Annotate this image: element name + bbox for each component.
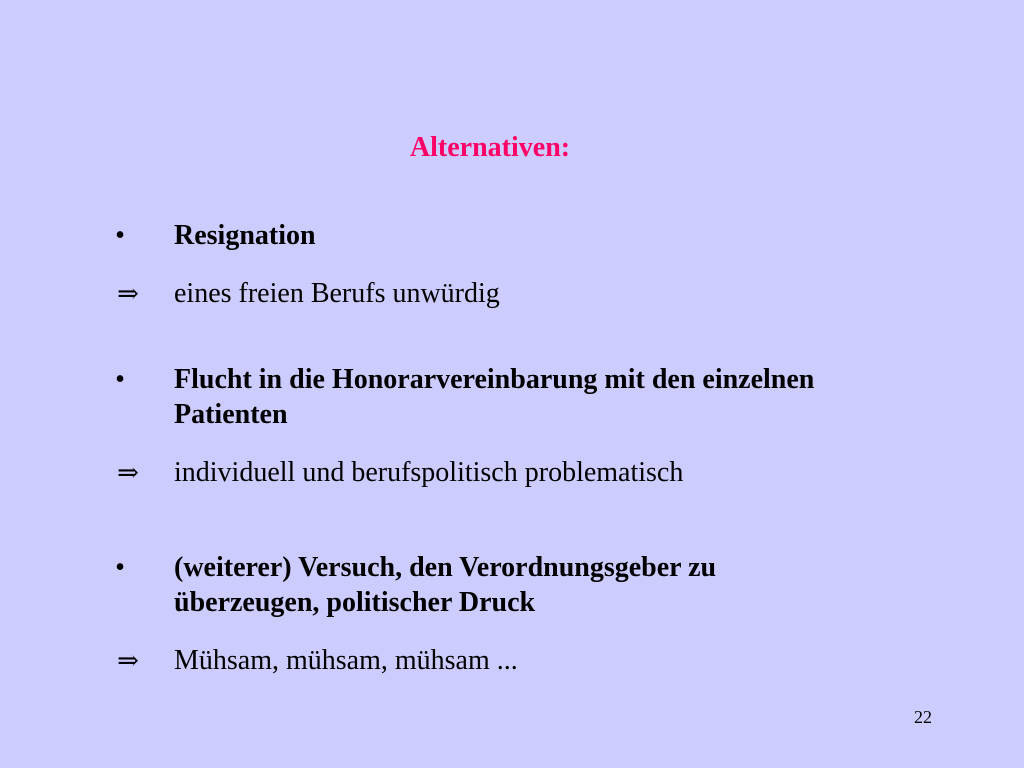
item-heading: Flucht in die Honorarvereinbarung mit den einzelnen Patienten <box>174 364 815 430</box>
implies-arrow-icon: ⇒ <box>117 458 139 487</box>
page-number: 22 <box>914 707 932 727</box>
consequence-row <box>108 276 868 311</box>
slide-title: Alternativen: <box>409 132 571 163</box>
bullet-row <box>108 550 868 620</box>
consequence-row <box>108 643 868 678</box>
list-item-flucht <box>108 362 868 490</box>
bullet-icon: • <box>115 220 125 251</box>
bullet-row <box>108 218 868 253</box>
item-heading: Resignation <box>174 220 316 251</box>
item-heading: (weiterer) Versuch, den Verordnungsgeber zu überzeugen, politischer Druck <box>174 552 717 618</box>
consequence-row <box>108 455 868 490</box>
bullet-row <box>108 362 868 432</box>
item-consequence: individuell und berufspolitisch problematisch <box>174 457 684 488</box>
item-consequence: Mühsam, mühsam, mühsam ... <box>174 645 518 676</box>
bullet-icon: • <box>115 364 125 395</box>
list-item-versuch <box>108 550 868 678</box>
implies-arrow-icon: ⇒ <box>117 279 139 308</box>
implies-arrow-icon: ⇒ <box>117 646 139 675</box>
list-item-resignation <box>108 218 868 311</box>
item-consequence: eines freien Berufs unwürdig <box>174 278 500 309</box>
bullet-icon: • <box>115 552 125 583</box>
